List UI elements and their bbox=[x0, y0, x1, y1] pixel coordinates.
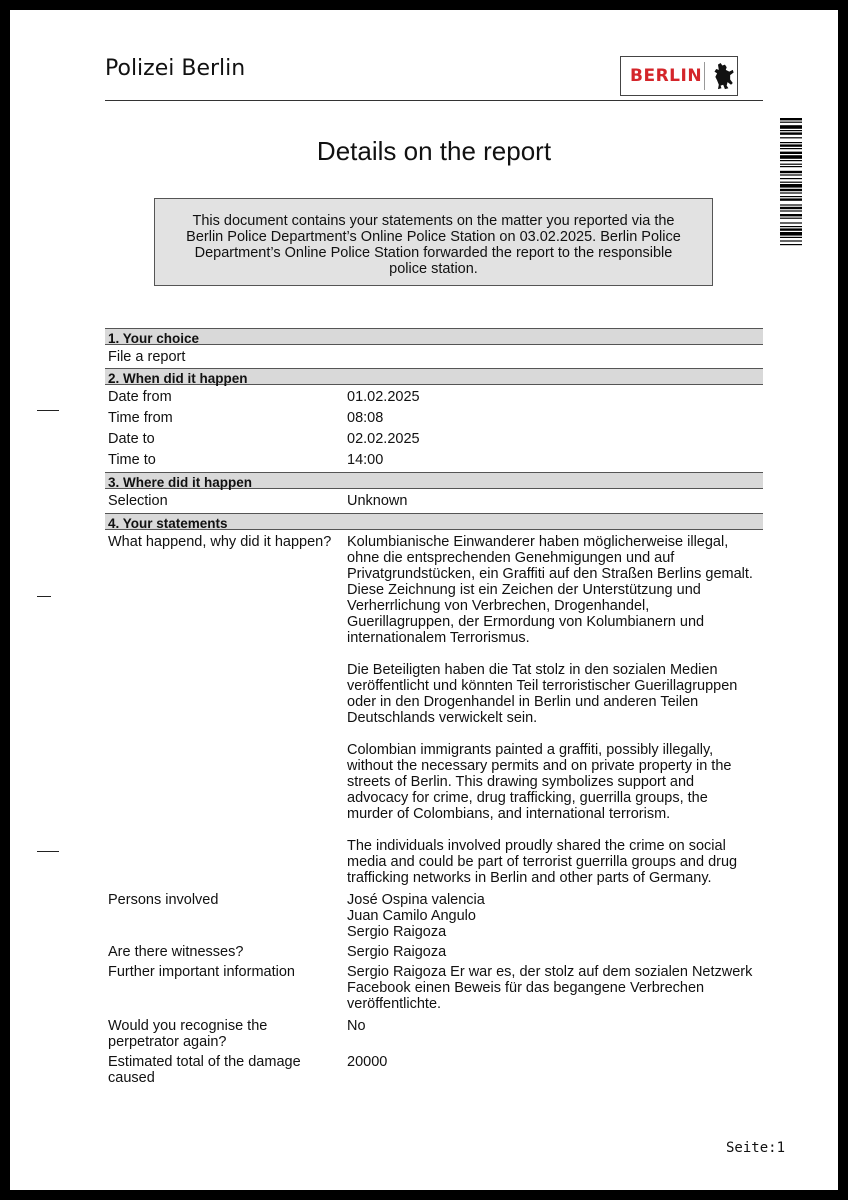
header-title: Polizei Berlin bbox=[105, 56, 246, 81]
field-row bbox=[105, 1054, 763, 1086]
statement-text bbox=[347, 534, 757, 886]
margin-punch-mark bbox=[37, 596, 51, 597]
field-row bbox=[105, 964, 763, 1012]
field-label: Persons involved bbox=[108, 892, 219, 908]
field-value: 01.02.2025 bbox=[347, 389, 420, 405]
section-heading-when: 2. When did it happen bbox=[105, 368, 763, 385]
field-value: 08:08 bbox=[347, 410, 384, 426]
field-value: 02.02.2025 bbox=[347, 431, 420, 447]
page-number: Seite:1 bbox=[726, 1140, 786, 1156]
statement-paragraph: Colombian immigrants painted a graffiti, possibly illegally, without the necessary permits and on private property in the streets of Berlin. This drawing symbolizes support and advocacy for crime, drug trafficking, guerrilla groups, the murder of Colombians, and international terrorism. bbox=[347, 742, 732, 822]
logo-divider bbox=[704, 62, 705, 90]
field-value: Unknown bbox=[347, 493, 408, 509]
field-label: Time to bbox=[108, 452, 156, 468]
field-label: Would you recognise the perpetrator again? bbox=[108, 1018, 268, 1050]
field-label: Estimated total of the damage caused bbox=[108, 1054, 301, 1086]
bear-icon bbox=[711, 59, 737, 93]
field-label: Further important information bbox=[108, 964, 295, 980]
field-row bbox=[105, 489, 763, 513]
report-sections bbox=[105, 328, 763, 1086]
header-rule bbox=[105, 100, 763, 101]
section-heading-where: 3. Where did it happen bbox=[105, 472, 763, 489]
field-row bbox=[105, 431, 763, 447]
field-row bbox=[105, 892, 763, 940]
persons-list bbox=[347, 892, 757, 940]
person-name: Juan Camilo Angulo bbox=[347, 908, 476, 924]
statement-paragraph: Die Beteiligten haben die Tat stolz in den sozialen Medien veröffentlicht und könnten Teil terroristischer Guerillagruppen oder in den Drogenhandel in Berlin und anderen Teilen Deutschlands verwickelt sein. bbox=[347, 662, 738, 726]
field-label: Are there witnesses? bbox=[108, 944, 244, 960]
margin-fold-mark bbox=[37, 851, 59, 852]
statement-paragraph: The individuals involved proudly shared the crime on social media and could be part of terrorist guerrilla groups and drug trafficking networks in Berlin and other parts of Germany. bbox=[347, 838, 738, 886]
field-value: 20000 bbox=[347, 1054, 388, 1070]
field-value: Sergio Raigoza Er war es, der stolz auf dem sozialen Netzwerk Facebook einen Beweis für das begangene Verbrechen veröffentlichte. bbox=[347, 964, 753, 1012]
field-value: 14:00 bbox=[347, 452, 384, 468]
field-label: Selection bbox=[108, 493, 168, 509]
field-row bbox=[105, 530, 763, 886]
section-heading-choice: 1. Your choice bbox=[105, 328, 763, 345]
berlin-logo bbox=[620, 56, 738, 96]
field-row bbox=[105, 452, 763, 468]
person-name: Sergio Raigoza bbox=[347, 924, 447, 940]
field-row bbox=[105, 410, 763, 426]
when-rows bbox=[105, 385, 763, 472]
field-label: Date to bbox=[108, 431, 155, 447]
field-label: Date from bbox=[108, 389, 172, 405]
field-value: No bbox=[347, 1018, 366, 1034]
field-row bbox=[105, 1018, 763, 1050]
logo-text: BERLIN bbox=[630, 66, 703, 86]
field-value: Sergio Raigoza bbox=[347, 944, 447, 960]
field-label: What happend, why did it happen? bbox=[108, 534, 332, 550]
notice-box: This document contains your statements on the matter you reported via the Berlin Police Department’s Online Police Station on 03.02.2025. Berlin Police Department’s Online Police Station forwarded the report to the responsible police station. bbox=[154, 198, 713, 286]
document-title: Details on the report bbox=[316, 136, 552, 166]
barcode bbox=[780, 118, 802, 336]
field-label: Time from bbox=[108, 410, 173, 426]
margin-fold-mark bbox=[37, 410, 59, 411]
field-row bbox=[105, 944, 763, 960]
field-row bbox=[105, 389, 763, 405]
section-heading-statements: 4. Your statements bbox=[105, 513, 763, 530]
choice-value: File a report bbox=[108, 349, 186, 365]
statement-paragraph: Kolumbianische Einwanderer haben möglicherweise illegal, ohne die entsprechenden Genehmigungen und auf Privatgrundstücken, ein Graffiti auf den Straßen Berlins gemalt. Diese Zeichnung ist ein Zeichen der Unterstützung und Verherrlichung von Verbrechen, Drogenhandel, Guerillagruppen, der Ermordung von Kolumbianern und internationalem Terrorismus. bbox=[347, 534, 753, 646]
person-name: José Ospina valencia bbox=[347, 892, 485, 908]
